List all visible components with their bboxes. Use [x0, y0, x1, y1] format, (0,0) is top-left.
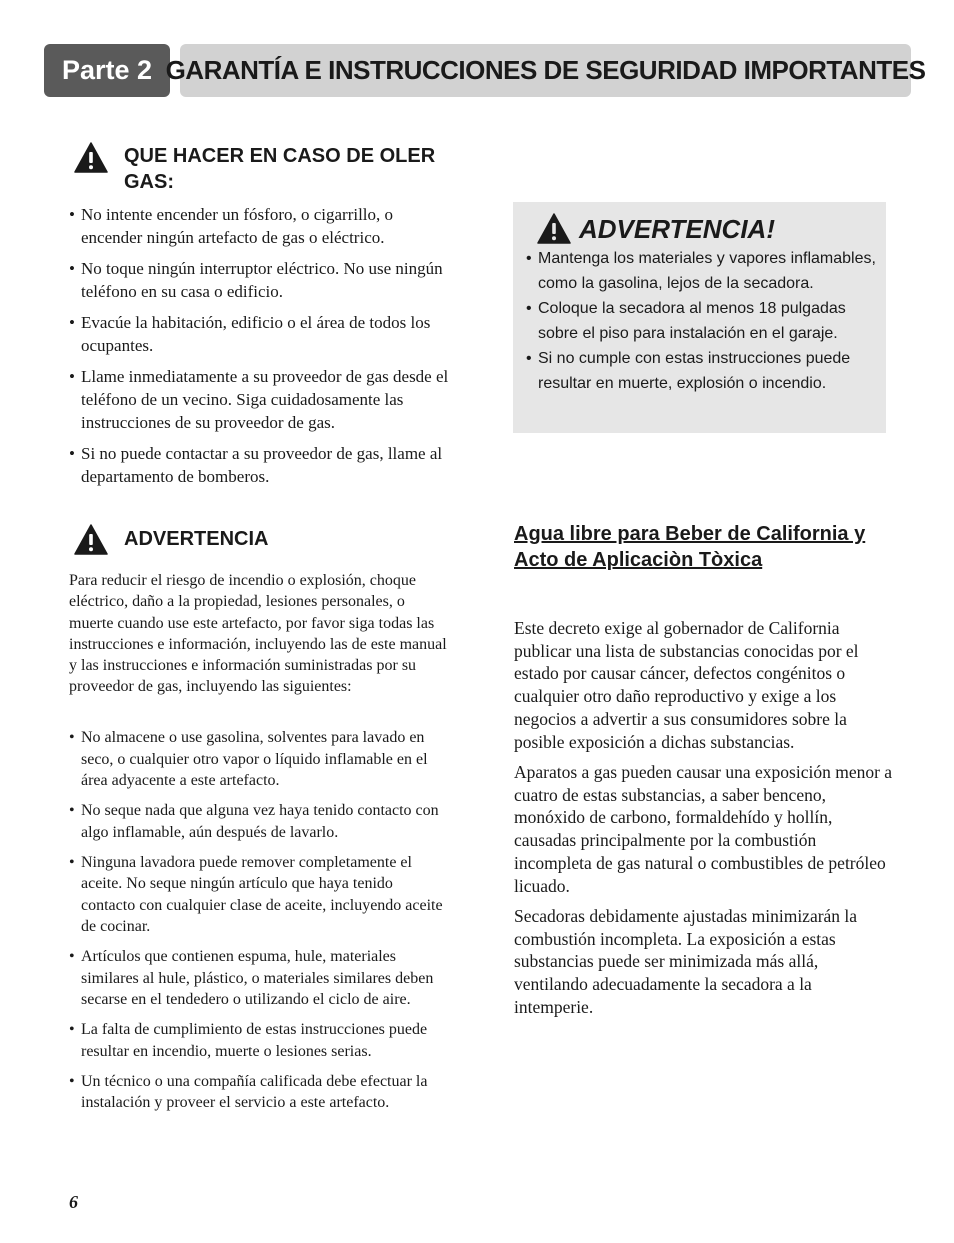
- warning-triangle-icon: [74, 142, 108, 173]
- list-item: • No intente encender un fósforo, o cigarrillo, o encender ningún artefacto de gas o eléctrico.: [69, 203, 449, 249]
- warning-triangle-icon: [537, 213, 571, 244]
- list-item: • Llame inmediatamente a su proveedor de gas desde el teléfono de un vecino. Siga cuidadosamente las instrucciones de su proveedor de gas.: [69, 365, 449, 434]
- warning-triangle-icon: [74, 524, 108, 555]
- part-tab: [44, 44, 170, 97]
- list-item: • No toque ningún interruptor eléctrico. No use ningún teléfono en su casa o edificio.: [69, 257, 449, 303]
- california-paragraph: Secadoras debidamente ajustadas minimizarán la combustión incompleta. La exposición a estas substancias puede ser minimizada más allá, ventilando adecuadamente la secadora a la intemperie.: [514, 906, 858, 1017]
- page-title-bar: [165, 44, 926, 97]
- warning-intro: Para reducir el riesgo de incendio o explosión, choque eléctrico, daño a la propiedad, lesiones personales, o muerte cuando use este artefacto, por favor siga todas las instrucciones e información, incluyendo las de este manual y las instrucciones e información suministradas por su proveedor de gas, incluyendo las siguientes:: [69, 572, 447, 696]
- list-item: • Un técnico o una compañía calificada debe efectuar la instalación y proveer el servicio a este artefacto.: [69, 1071, 449, 1114]
- list-item: • Mantenga los materiales y vapores inflamables, como la gasolina, lejos de la secadora.: [526, 246, 881, 296]
- california-paragraph: Aparatos a gas pueden causar una exposición menor a cuatro de estas substancias, a saber benceno, monóxido de carbono, formaldehído y hollín, causadas principalmente por la combustión incompleta de gas natural o combustibles de petróleo licuado.: [514, 762, 893, 896]
- list-item: • No almacene o use gasolina, solventes para lavado en seco, o cualquier otro vapor o líquido inflamable en el área adyacente a este artefacto.: [69, 727, 449, 792]
- list-item: • Evacúe la habitación, edificio o el área de todos los ocupantes.: [69, 311, 449, 357]
- list-item: • Si no puede contactar a su proveedor de gas, llame al departamento de bomberos.: [69, 442, 449, 488]
- warning-box-title: ADVERTENCIA!: [579, 214, 775, 244]
- page-title: GARANTÍA E INSTRUCCIONES DE SEGURIDAD IMPORTANTES: [165, 55, 926, 85]
- list-item: • Si no cumple con estas instrucciones puede resultar en muerte, explosión o incendio.: [526, 346, 881, 396]
- list-item: • Coloque la secadora al menos 18 pulgadas sobre el piso para instalación en el garaje.: [526, 296, 881, 346]
- gas-instructions-list: [69, 203, 449, 496]
- list-item: • La falta de cumplimiento de estas instrucciones puede resultar en incendio, muerte o lesiones serias.: [69, 1019, 449, 1062]
- list-item: • Artículos que contienen espuma, hule, materiales similares al hule, plástico, o materiales similares deben secarse en el tendedero o utilizando el ciclo de aire.: [69, 946, 449, 1011]
- warning-list: [69, 727, 449, 1122]
- page-number: 6: [69, 1192, 78, 1212]
- part-label: Parte 2: [61, 55, 153, 85]
- list-item: • No seque nada que alguna vez haya tenido contacto con algo inflamable, aún después de lavarlo.: [69, 800, 449, 843]
- california-heading: Agua libre para Beber de California y Acto de Aplicaciòn Tòxica: [514, 523, 866, 571]
- california-paragraph: Este decreto exige al gobernador de California publicar una lista de substancias conocidas por el estado por causar cáncer, defectos congénitos o cualquier otro daño reproductivo y exige a los negocios a advertir a sus consumidores sobre la posible exposición a dichas substancias.: [514, 618, 859, 752]
- gas-heading: QUE HACER EN CASO DE OLER GAS:: [124, 145, 436, 193]
- list-item: • Ninguna lavadora puede remover completamente el aceite. No seque ningún artículo que haya tenido contacto con cualquier clase de aceite, incluyendo aceite de cocinar.: [69, 852, 449, 938]
- warning-box-list: [526, 246, 881, 396]
- warning-heading: ADVERTENCIA: [124, 528, 269, 550]
